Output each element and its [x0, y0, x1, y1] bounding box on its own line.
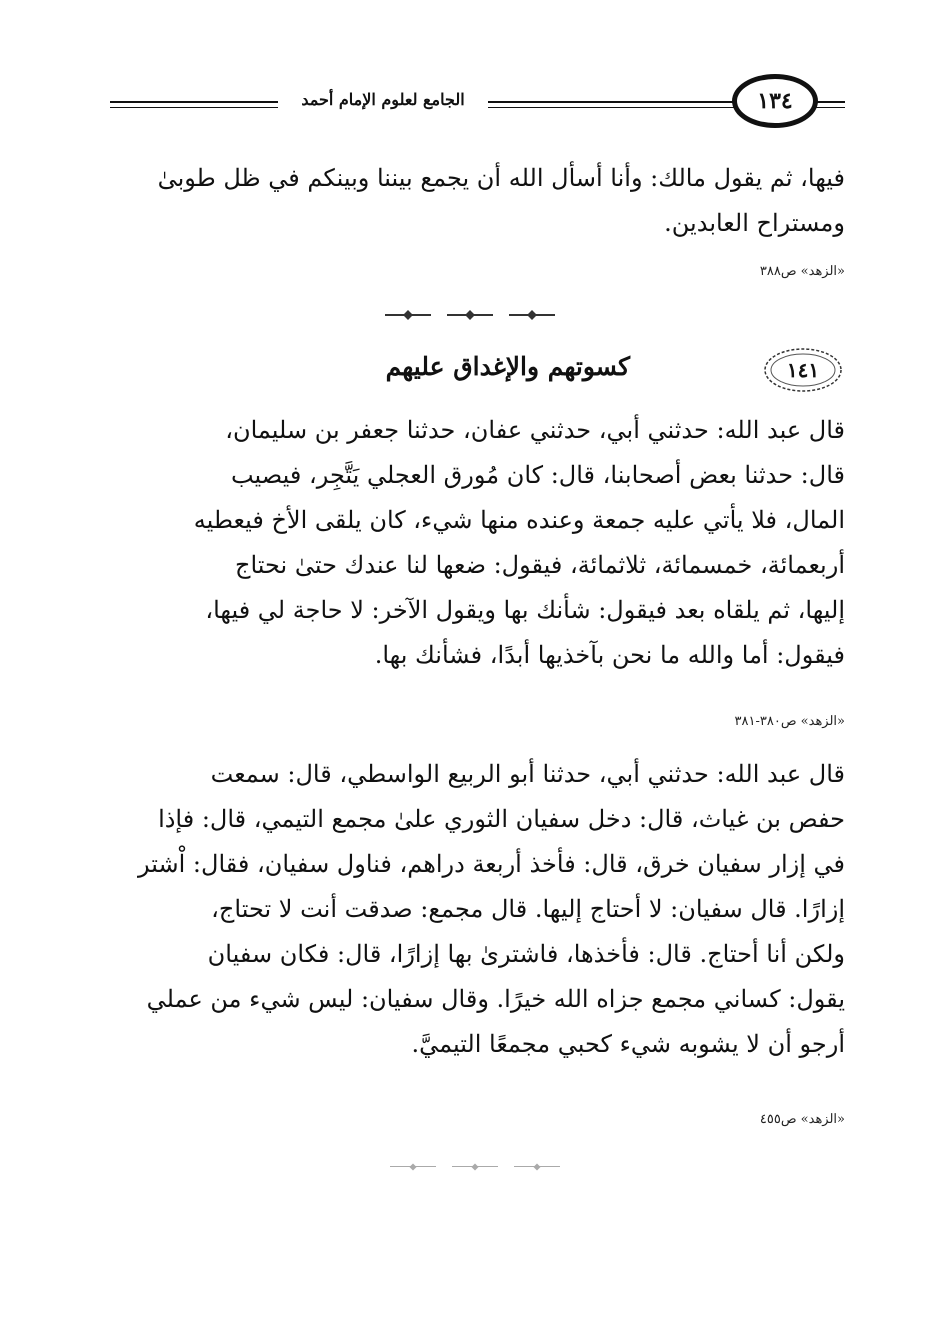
text-line: يقول: كساني مجمع جزاه الله خيرًا. وقال سفيان: ليس شيء من عملي: [146, 985, 845, 1013]
narration-paragraph-1: [110, 408, 845, 678]
closing-ornament: [380, 1162, 570, 1172]
section-number: ١٤١: [786, 358, 820, 382]
ornament-divider: [360, 310, 580, 320]
source-citation: «الزهد» ص٤٥٥: [759, 1112, 845, 1127]
text-line: قال: حدثنا بعض أصحابنا، قال: كان مُورق العجلي يَتَّجِر، فيصيب: [230, 461, 845, 489]
page-number: ١٣٤: [732, 74, 818, 128]
ornament-icon: [505, 310, 559, 320]
ornament-icon: [443, 310, 497, 320]
section-number-badge: [762, 346, 844, 394]
text-line: قال عبد الله: حدثني أبي، حدثني عفان، حدثنا جعفر بن سليمان،: [225, 416, 845, 444]
source-citation: «الزهد» ص٣٨٠-٣٨١: [734, 714, 845, 729]
text-line: المال، فلا يأتي عليه جمعة وعنده منها شيء، كان يلقى الأخ فيعطيه: [193, 506, 845, 534]
text-line: أربعمائة، خمسمائة، ثلاثمائة، فيقول: ضعها لنا عندك حتىٰ نحتاج: [234, 551, 845, 579]
text-line: في إزار سفيان خرق، قال: فأخذ أربعة دراهم، فناول سفيان، فقال: اْشتر: [138, 850, 845, 878]
opening-paragraph: [110, 156, 845, 246]
page-header: [110, 74, 845, 130]
narration-paragraph-2: [110, 752, 845, 1067]
text-line: فيقول: أما والله ما نحن بآخذيها أبدًا، فشأنك بها.: [374, 641, 845, 669]
running-title: الجامع لعلوم الإمام أحمد: [278, 90, 488, 109]
ornament-icon: [448, 1162, 502, 1172]
source-citation: «الزهد» ص٣٨٨: [759, 264, 845, 279]
ornament-icon: [381, 310, 435, 320]
text-line: حفص بن غياث، قال: دخل سفيان الثوري علىٰ مجمع التيمي، قال: فإذا: [158, 805, 845, 833]
text-line: فيها، ثم يقول مالك: وأنا أسأل الله أن يجمع بيننا وبينكم في ظل طوبىٰ: [157, 164, 845, 192]
text-line: أرجو أن لا يشوبه شيء كحبي مجمعًا التيميَّ.: [411, 1030, 845, 1058]
text-line: ولكن أنا أحتاج. قال: فأخذها، فاشترىٰ بها إزارًا، قال: فكان سفيان: [207, 940, 845, 968]
text-line: إليها، ثم يلقاه بعد فيقول: شأنك بها ويقول الآخر: لا حاجة لي فيها،: [205, 596, 845, 624]
ornament-icon: [386, 1162, 440, 1172]
ornament-icon: [510, 1162, 564, 1172]
text-line: إزارًا. قال سفيان: لا أحتاج إليها. قال مجمع: صدقت أنت لا تحتاج،: [211, 895, 845, 923]
text-line: ومستراح العابدين.: [664, 209, 845, 237]
text-line: قال عبد الله: حدثني أبي، حدثنا أبو الربيع الواسطي، قال: سمعت: [210, 760, 845, 788]
section-title: كسوتهم والإغداق عليهم: [385, 352, 630, 381]
